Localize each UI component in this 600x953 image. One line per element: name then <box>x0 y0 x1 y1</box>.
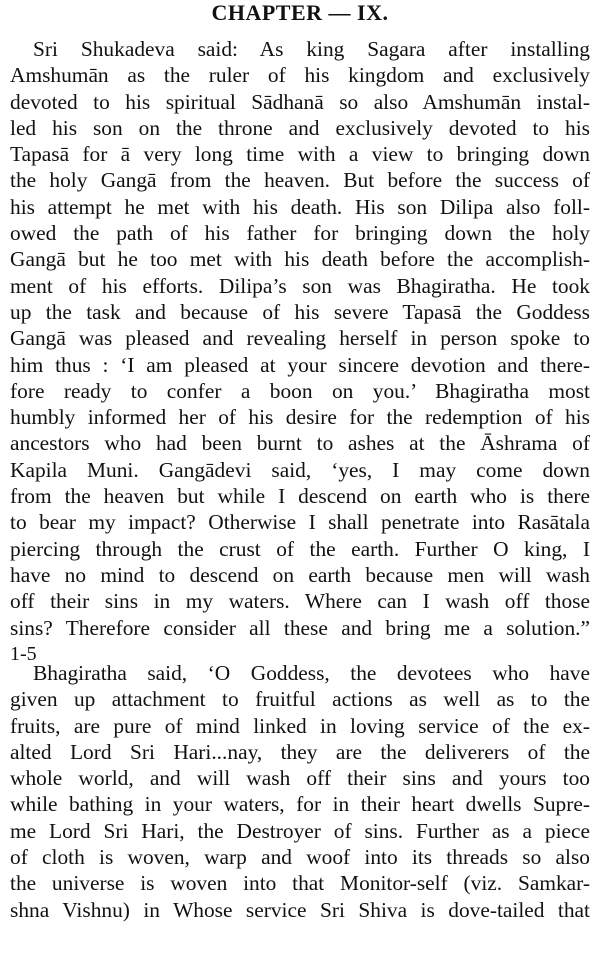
text-line: humbly informed her of his desire for the redemption of his <box>10 405 590 430</box>
text-line: owed the path of his father for bringing down the holy <box>10 221 590 246</box>
text-line: me Lord Sri Hari, the Destroyer of sins. Further as a piece <box>10 818 590 843</box>
text-line: sins? Therefore consider all these and bring me a solution.” <box>10 615 590 640</box>
text-line: the holy Gangā from the heaven. But before the success of <box>10 168 590 193</box>
text-line: whole world, and will wash off their sins and yours too <box>10 766 590 791</box>
text-line: fore ready to confer a boon on you.’ Bhagiratha most <box>10 378 590 403</box>
text-line: Bhagiratha said, ‘O Goddess, the devotees who have <box>33 661 590 685</box>
text-line: his attempt he met with his death. His son Dilipa also foll- <box>10 194 590 219</box>
text-line: given up attachment to fruitful actions as well as to the <box>10 687 590 712</box>
text-line: piercing through the crust of the earth. Further O king, I <box>10 536 590 561</box>
paragraph-1 <box>10 36 590 667</box>
text-line: the universe is woven into that Monitor-self (viz. Samkar- <box>10 871 590 896</box>
text-line: Tapasā for ā very long time with a view to bringing down <box>10 142 590 167</box>
verse-reference: 1-5 <box>10 642 37 665</box>
text-line: Gangā but he too met with his death before the accomplish- <box>10 247 590 272</box>
text-line: of cloth is woven, warp and woof into its threads so also <box>10 845 590 870</box>
text-line: up the task and because of his severe Tapasā the Goddess <box>10 299 590 324</box>
text-line: have no mind to descend on earth because men will wash <box>10 562 590 587</box>
paragraph-2 <box>10 660 590 923</box>
text-line: off their sins in my waters. Where can I wash off those <box>10 589 590 614</box>
text-line: while bathing in your waters, for in their heart dwells Supre- <box>10 792 590 817</box>
text-line: led his son on the throne and exclusively devoted to his <box>10 115 590 140</box>
text-line: alted Lord Sri Hari...nay, they are the deliverers of the <box>10 739 590 764</box>
text-line: shna Vishnu) in Whose service Sri Shiva is dove-tailed that <box>10 897 590 922</box>
chapter-title: CHAPTER — IX. <box>211 0 389 25</box>
text-line: from the heaven but while I descend on earth who is there <box>10 484 590 509</box>
text-line: ment of his efforts. Dilipa’s son was Bhagiratha. He took <box>10 273 590 298</box>
text-line: to bear my impact? Otherwise I shall penetrate into Rasātala <box>10 510 590 535</box>
text-line: Gangā was pleased and revealing herself in person spoke to <box>10 326 590 351</box>
text-line: him thus : ‘I am pleased at your sincere devotion and there- <box>10 352 590 377</box>
text-line: devoted to his spiritual Sādhanā so also Amshumān instal- <box>10 89 590 114</box>
text-line: Kapila Muni. Gangādevi said, ‘yes, I may come down <box>10 457 590 482</box>
text-line: fruits, are pure of mind linked in loving service of the ex- <box>10 713 590 738</box>
text-line: Sri Shukadeva said: As king Sagara after installing <box>33 37 590 61</box>
text-line: ancestors who had been burnt to ashes at the Āshrama of <box>10 431 590 456</box>
text-line: Amshumān as the ruler of his kingdom and exclusively <box>10 63 590 88</box>
